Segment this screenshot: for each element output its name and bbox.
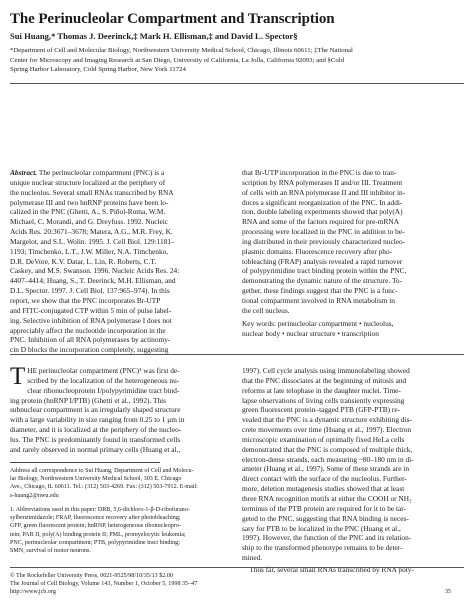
keywords — [242, 319, 465, 339]
body-line: sary for PTB to be localized in the PNC (Huang et al., — [242, 523, 401, 533]
footnote-divider — [10, 462, 160, 463]
body-line: that the PNC dissociates at the beginning of mitosis and — [242, 375, 407, 385]
abstract-line: gether, these findings suggest that the PNC is a func- — [242, 286, 398, 296]
body-line: diameter, and it is localized at the periphery of the nucleo- — [10, 425, 182, 435]
body-line: mined. — [242, 553, 263, 563]
abstract-line: ing distributed in their previously characterized nucleo- — [242, 236, 406, 246]
abstract-line: processing were localized in the PNC in addition to be- — [242, 227, 405, 237]
abstract-line: of cells with an RNA polymerase II and III inhibitor in- — [242, 187, 406, 197]
abstract-line: tobleaching (FRAP) analysis revealed a rapid turnover — [242, 256, 403, 266]
abstract-line: RNA and some of the factors required for pre-mRNA — [242, 217, 400, 227]
abstract-line: that Br-UTP incorporation in the PNC is due to tran- — [242, 168, 397, 177]
body-line: geted to the PNC, suggesting that RNA binding is neces- — [242, 513, 409, 523]
footer-divider — [10, 567, 464, 568]
page-number: 35 — [445, 589, 452, 595]
correspondence-line: s-huang2@nwu.edu — [10, 492, 59, 499]
abstract-line: tion, double labeling experiments showed that poly(A) — [242, 207, 403, 217]
correspondence-line: Address all correspondence to Sui Huang, Department of Cell and Molecu- — [10, 468, 194, 474]
body-line: 1997). Cell cycle analysis using immunolabeling showed — [242, 366, 410, 375]
article-title: The Perinucleolar Compartment and Transcription — [10, 11, 335, 27]
abbreviation-line: 1. Abbreviations used in this paper: DRB, 5,6-dichloro-1-β-D-ribofurano- — [10, 507, 190, 513]
body-line: three RNA recognition motifs at either the COOH or NH₂ — [242, 493, 412, 503]
abstract-first-line — [10, 168, 233, 178]
abstract-line: demonstrating the dynamic nature of the structure. To- — [242, 276, 403, 286]
affiliation-line: Spring Harbor Laboratory, Cold Spring Harbor, New York 11724 — [10, 66, 186, 74]
body-line: and rarely observed in normal primary cells (Huang et al., — [10, 444, 181, 454]
abstract-line: unique nuclear structure localized at the periphery of — [10, 177, 166, 187]
abstract-line: Acids Res. 20:3671–3678; Matera, A.G., M.R. Frey, K. — [10, 227, 173, 237]
body-line: electron-dense strands, each measuring ~80–180 nm in di- — [242, 454, 414, 464]
footer-line: http://www.jcb.org — [10, 589, 56, 596]
drop-cap: T — [10, 366, 26, 390]
abstract-line: 4407–4414; Huang, S., T. Deerinck, M.H. Ellisman, and — [10, 276, 176, 286]
body-left-column — [10, 366, 233, 455]
dropcap-paragraph — [10, 366, 233, 396]
author-list: Sui Huang,* Thomas J. Deerinck,‡ Mark H. Ellisman,‡ and David L. Spector§ — [10, 31, 298, 41]
abbreviation-line: sylbenzimidazole; FRAP, fluorescence recovery after photobleaching; — [10, 515, 181, 522]
correspondence-note — [10, 467, 233, 500]
correspondence-line: lar Biology, Northwestern University Medical School, 303 E. Chicago — [10, 476, 182, 483]
abstract-line: of polypyrimidine tract binding protein within the PNC, — [242, 266, 407, 276]
header-divider — [10, 83, 464, 84]
body-line: lus. The PNC is predominantly found in transformed cells — [10, 434, 181, 444]
abstract-line: 1193; Timchenko, L.T., J.W. Miller, N.A. Timchenko, — [10, 246, 169, 256]
abstract-line: the nucleolus. Several small RNAs transcribed by RNA — [10, 187, 174, 197]
footer-info — [10, 572, 330, 597]
keywords-line-1: Key words: perinucleolar compartment • nucleolus, — [242, 319, 394, 328]
abstract-line: cin D blocks the incorporation completely, suggesting — [10, 345, 169, 355]
abstract-line: duces a significant reorganization of the PNC. In addi- — [242, 197, 403, 207]
body-line: more, deletion mutagenesis studies showed that at least — [242, 484, 405, 494]
body-line: lapse observations of living cells transiently expressing — [242, 395, 405, 405]
abstract-line: tional compartment involved in RNA metabolism in — [242, 295, 395, 305]
body-line: HE perinucleolar compartment (PNC)¹ was first de- — [27, 366, 180, 375]
body-line: ing protein (hnRNP I/PTB) (Ghetti et al., 1992). This — [10, 395, 167, 405]
body-line: subnuclear compartment is an irregularly shaped structure — [10, 405, 181, 415]
affiliations — [10, 46, 464, 75]
abstract-line: PNC. Inhibition of all RNA polymerases by actinomy- — [10, 335, 171, 345]
abbreviation-line: tein; PAB II, poly(A) binding protein II; PML, promyelocytic leukemia; — [10, 531, 186, 538]
body-line: terminus of the PTB protein are required for it to be tar- — [242, 503, 407, 513]
body-line: clear ribonucleoprotein I/polypyrimidine tract bind- — [27, 385, 180, 395]
body-line: direct contact with the surface of the nucleolus. Further- — [242, 474, 407, 484]
abstract-line: report, we show that the PNC incorporates Br-UTP — [10, 295, 161, 305]
abstract-line: plasmic domains. Fluorescence recovery after pho- — [242, 246, 393, 256]
abstract-left-column — [10, 168, 233, 355]
body-line: reforms at late telophase in the daughter nuclei. Time- — [242, 385, 401, 395]
abbreviation-line: PNC, perinucleolar compartment; PTB, polypyrimidine tract binding; — [10, 539, 180, 546]
abstract-line: ing. Selective inhibition of RNA polymerase I does not — [10, 315, 172, 325]
abstract-line: D.L. Spector. 1997. J. Cell Biol. 137:965–974). In this — [10, 286, 170, 296]
body-line: green fluorescent protein–tagged PTB (GFP-PTB) re- — [242, 405, 401, 415]
body-line: crete movements over time (Huang et al., 1997). Electron — [242, 425, 412, 435]
affiliation-line: *Department of Cell and Molecular Biology, Northwestern University Medical School, Chicago, Illinois 60611; ‡The National — [10, 47, 353, 54]
footer-line: The Journal of Cell Biology, Volume 143, Number 1, October 5, 1998 35–47 — [10, 581, 198, 588]
abstract-line: Margelot, and S.L. Wolin. 1995. J. Cell Biol. 129:1181– — [10, 236, 175, 246]
footer-line: © The Rockefeller University Press, 0021-9525/98/10/35/13 $2.00 — [10, 573, 173, 579]
abstract-line: D.R. DeVore, K.V. Datar, L. Lin, R. Roberts, C.T. — [10, 256, 157, 266]
body-line: vealed that the PNC is a dynamic structure exhibiting dis- — [242, 415, 412, 425]
keywords-line-2: nuclear body • nuclear structure • transcription — [242, 328, 379, 338]
abbreviation-line: GFP, green fluorescent protein; hnRNP, heterogeneous ribonucleopro- — [10, 523, 181, 530]
abstract-first-text: The perinucleolar compartment (PNC) is a — [37, 168, 165, 177]
body-line: ship to the transformed phenotype remains to be deter- — [242, 543, 403, 553]
body-line: with a large variability in size ranging from 0.25 to 1 μm in — [10, 415, 185, 425]
body-line: scribed by the localization of the heterogeneous nu- — [27, 375, 180, 385]
abstract-label: Abstract. — [10, 168, 38, 177]
body-right-column — [242, 366, 465, 575]
abstract-line: and FITC-conjugated CTP within 5 min of pulse label- — [10, 305, 172, 315]
abbreviations-note — [10, 506, 233, 555]
abstract-line: the cell nucleus. — [242, 305, 290, 315]
abbreviation-line: SMN, survival of motor neurons. — [10, 548, 91, 555]
affiliation-line: Center for Microscopy and Imaging Research at San Diego, University of California, La Jolla, California 92093; and §Cold — [10, 56, 345, 64]
abstract-divider — [10, 354, 464, 355]
body-line: Thus far, several small RNAs transcribed by RNA poly- — [242, 564, 414, 574]
body-line: ameter (Huang et al., 1997). Some of these strands are in — [242, 464, 410, 474]
abstract-line: Caskey, and M.S. Swanson. 1996. Nucleic Acids Res. 24: — [10, 266, 180, 276]
abstract-line: Michael, C. Morandi, and G. Dreyfuss. 1992. Nucleic — [10, 217, 169, 227]
body-line: 1997). However, the function of the PNC and its relation- — [242, 533, 412, 543]
abstract-line: calized in the PNC (Ghetti, A., S. Piñol-Roma, W.M. — [10, 207, 166, 217]
body-line: microscopic examination of optimally fixed HeLa cells — [242, 434, 405, 444]
abstract-line: polymerase III and two hnRNP proteins have been lo- — [10, 197, 169, 207]
abstract-right-column — [242, 168, 465, 316]
abstract-line: scription by RNA polymerases II and/or III. Treatment — [242, 177, 403, 187]
abstract-line: appreciably affect the nucleotide incorporation in the — [10, 325, 166, 335]
correspondence-line: Ave., Chicago, IL 60611. Tel.: (312) 503-4269. Fax: (312) 503-7912. E-mail: — [10, 484, 198, 491]
body-line: demonstrated that the PNC is composed of multiple thick, — [242, 444, 413, 454]
